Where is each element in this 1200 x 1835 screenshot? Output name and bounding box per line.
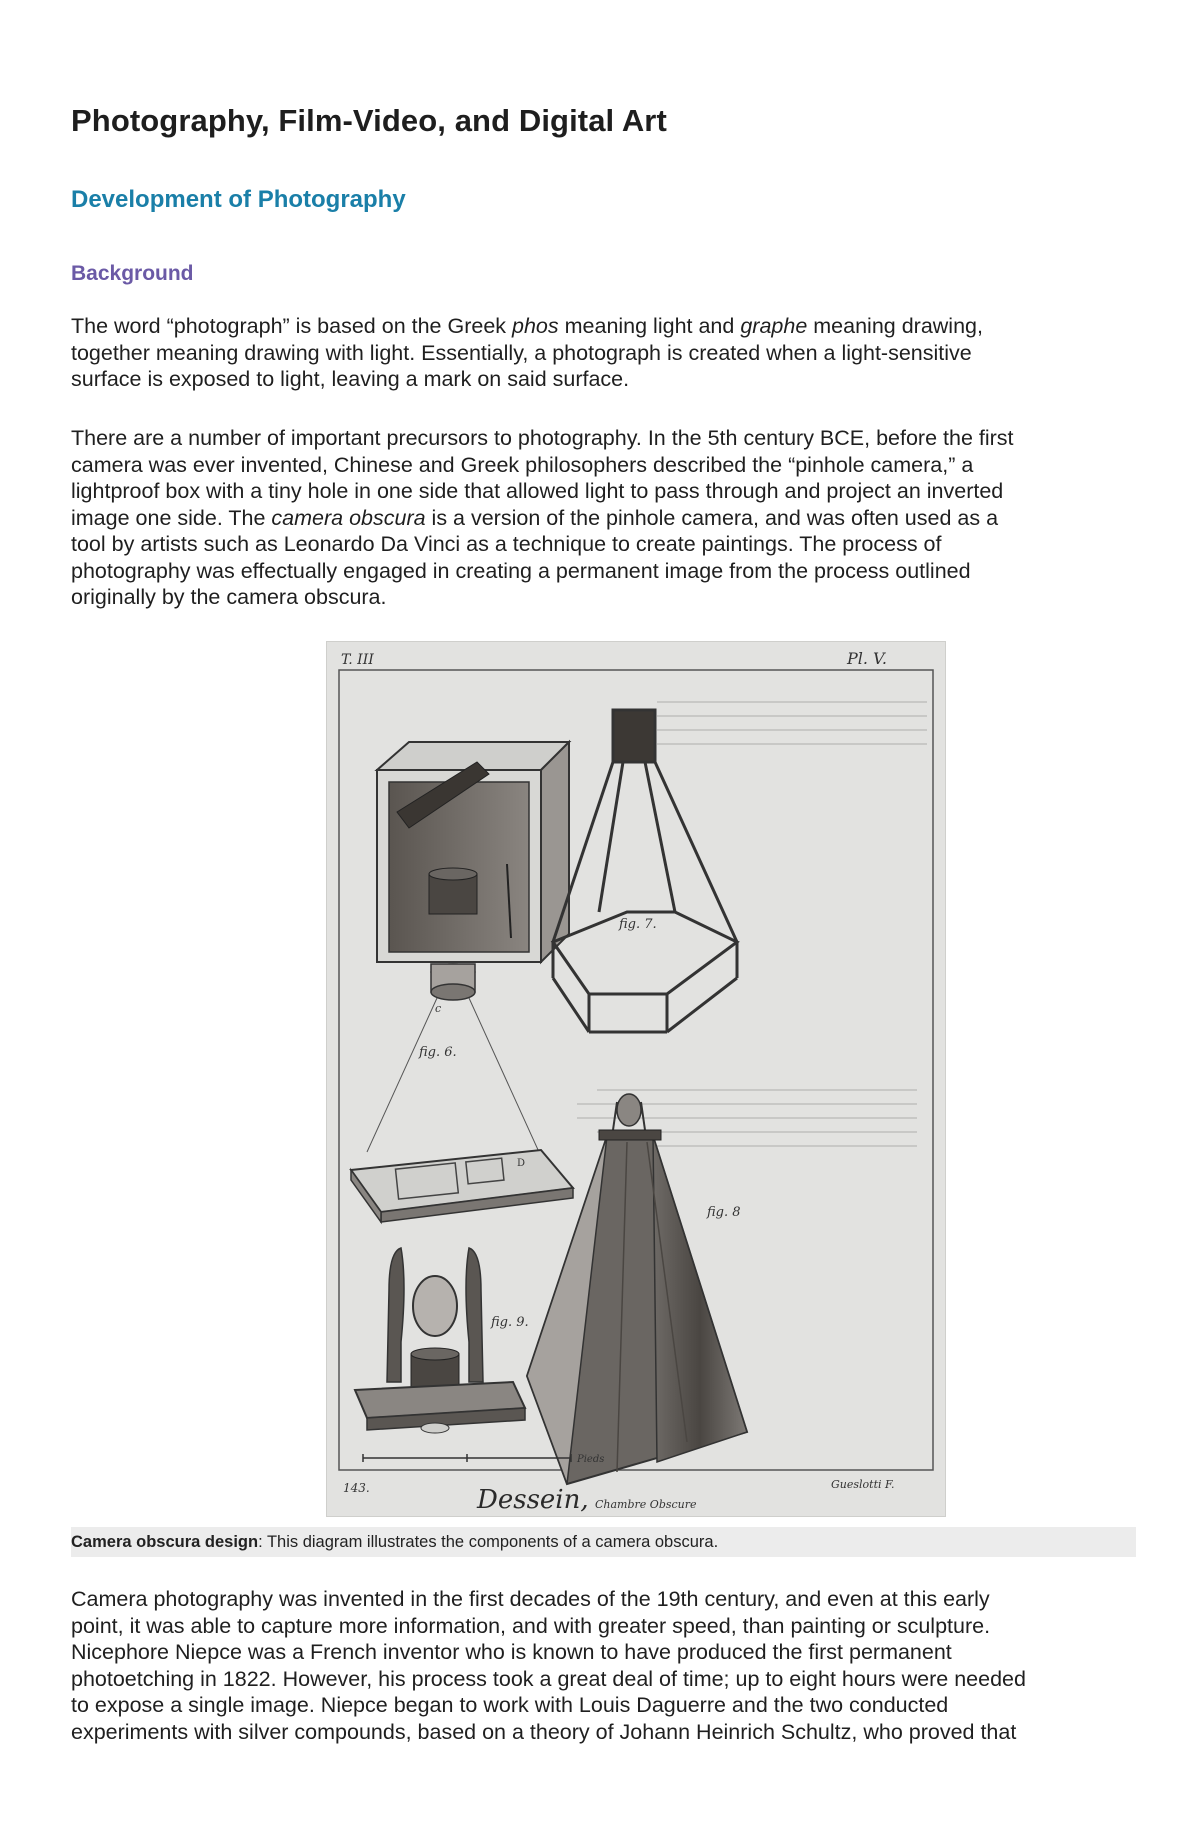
plate-top-left-label: T. III bbox=[341, 652, 374, 668]
paragraph-line: experiments with silver compounds, based on a theory of Johann Heinrich Schultz, who proved that bbox=[71, 1719, 1017, 1744]
paragraph-line: Camera photography was invented in the first decades of the 19th century, and even at this early bbox=[71, 1587, 990, 1611]
plate-number: 143. bbox=[343, 1481, 370, 1495]
plate-subtitle: Chambre Obscure bbox=[595, 1498, 697, 1511]
fig8-label: fig. 8 bbox=[707, 1205, 741, 1220]
mirror-stand-figure bbox=[355, 1248, 525, 1433]
subsection-heading: Background bbox=[71, 262, 194, 285]
caption-text: : This diagram illustrates the components of a camera obscura. bbox=[258, 1533, 719, 1551]
fig6-label: fig. 6. bbox=[419, 1045, 457, 1060]
paragraph-line: There are a number of important precursors to photography. In the 5th century BCE, before the first bbox=[71, 426, 1014, 450]
paragraph-line bbox=[71, 313, 1136, 340]
text-run: meaning drawing, bbox=[807, 314, 983, 338]
point-c-label: c bbox=[435, 1002, 442, 1015]
paragraph-line: lightproof box with a tiny hole in one side that allowed light to pass through and project an inverted bbox=[71, 479, 1004, 503]
italic-term-phos: phos bbox=[512, 314, 559, 338]
text-run: The word “photograph” is based on the Greek bbox=[71, 314, 513, 338]
figure-caption bbox=[71, 1527, 1136, 1557]
paragraph-line: to expose a single image. Niepce began to work with Louis Daguerre and the two conducted bbox=[71, 1693, 949, 1717]
fig7-label: fig. 7. bbox=[619, 917, 657, 932]
point-d-label: D bbox=[517, 1158, 526, 1169]
engraver-signature: Gueslotti F. bbox=[831, 1478, 895, 1491]
paragraph-line: point, it was able to capture more information, and with greater speed, than painting or sculpture. bbox=[71, 1613, 991, 1638]
camera-obscura-engraving bbox=[326, 641, 946, 1517]
paragraph-invention bbox=[71, 1586, 1136, 1745]
paragraph-line: together meaning drawing with light. Essentially, a photograph is created when a light-sensitive bbox=[71, 340, 972, 365]
paragraph-line: Nicephore Niepce was a French inventor who is known to have produced the first permanent bbox=[71, 1640, 952, 1664]
drawing-table bbox=[351, 1150, 573, 1222]
paragraph-line: photoetching in 1822. However, his process took a great deal of time; up to eight hours were needed bbox=[71, 1666, 1026, 1691]
paragraph-greek-origin bbox=[71, 313, 1136, 393]
paragraph-line: camera was ever invented, Chinese and Greek philosophers described the “pinhole camera,” a bbox=[71, 452, 974, 477]
paragraph-line: photography was effectually engaged in creating a permanent image from the process outlined bbox=[71, 558, 971, 583]
paragraph-line bbox=[71, 505, 1136, 532]
pyramid-frame-figure bbox=[553, 710, 737, 1032]
text-run: meaning light and bbox=[558, 314, 741, 338]
text-run: image one side. The bbox=[71, 505, 272, 530]
italic-term-camera-obscura: camera obscura bbox=[271, 505, 426, 530]
projection-lines bbox=[367, 998, 539, 1152]
paragraph-line: tool by artists such as Leonardo Da Vinci as a technique to create paintings. The process of bbox=[71, 532, 942, 556]
fig9-label: fig. 9. bbox=[491, 1315, 529, 1330]
page-title: Photography, Film-Video, and Digital Art bbox=[71, 103, 667, 138]
section-heading: Development of Photography bbox=[71, 186, 406, 213]
box-camera-figure bbox=[377, 742, 569, 1000]
italic-term-graphe: graphe bbox=[740, 314, 808, 338]
text-run: is a version of the pinhole camera, and was often used as a bbox=[425, 505, 999, 530]
plate-top-right-label: Pl. V. bbox=[847, 649, 887, 668]
paragraph-precursors bbox=[71, 425, 1136, 611]
plate-title: Dessein, bbox=[477, 1485, 589, 1515]
paragraph-line: originally by the camera obscura. bbox=[71, 585, 387, 609]
engraving-illustration bbox=[327, 642, 945, 1516]
tent-camera-figure bbox=[527, 1094, 747, 1484]
scale-bar bbox=[363, 1454, 571, 1462]
caption-title: Camera obscura design bbox=[71, 1533, 259, 1551]
scale-label: Pieds bbox=[577, 1454, 605, 1465]
paragraph-line: surface is exposed to light, leaving a mark on said surface. bbox=[71, 367, 630, 391]
